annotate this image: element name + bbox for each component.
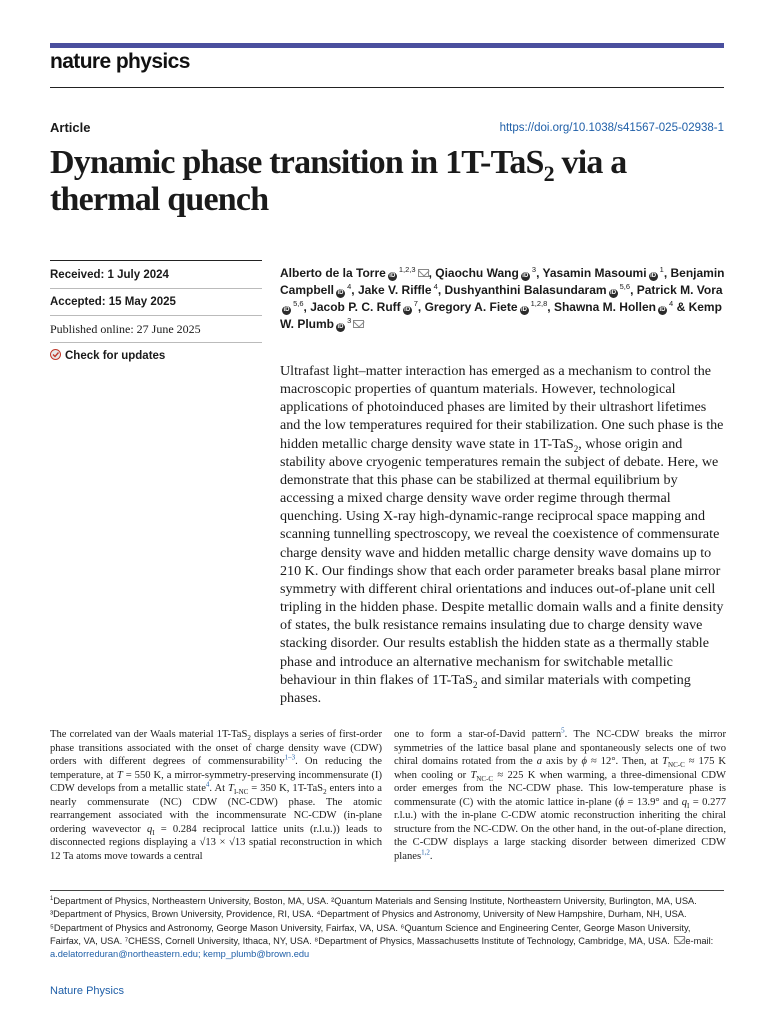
brand-bar bbox=[50, 43, 724, 48]
footer-journal: Nature Physics bbox=[50, 985, 124, 997]
journal-name: nature physics bbox=[50, 50, 190, 73]
orcid-icon[interactable]: iD bbox=[650, 273, 657, 279]
author-affiliation: 3 bbox=[345, 316, 352, 325]
check-updates-link[interactable] bbox=[50, 343, 262, 369]
author-affiliation: 4 bbox=[666, 299, 674, 308]
published-date: Published online: 27 June 2025 bbox=[50, 316, 262, 343]
author[interactable]: Shawna M. Hollen bbox=[553, 300, 656, 314]
orcid-icon[interactable]: iD bbox=[389, 273, 396, 279]
author-affiliation: 5,6 bbox=[617, 282, 631, 291]
author[interactable]: Jacob P. C. Ruff bbox=[310, 300, 401, 314]
orcid-icon[interactable]: iD bbox=[337, 324, 344, 330]
body-column-left: The correlated van der Waals material 1T-TaS$_2$ displays a series of first-order phase transitions associated with the onset of charge density wave (CDW) orders with different degrees of commensurability$^{1-3}$. On reducing the temperature, at T = 550 K, a mirror-symmetry-preserving incommensurate (I) CDW develops from a metallic state$^4$. At $T_{I-NC} = 350$ K, 1T-TaS$_2$ enters into a nearly commensurate (NC) CDW (NC-CDW) phase. The atomic rearrangement associated with the incommensurate NC-CDW (in-plane ordering wavevector $q_I = 0.284$ reciprocal lattice units (r.l.u.)) leads to disconnected regions displaying a √13 × √13 spatial reconstruction in which 12 Ta atoms move towards a central bbox=[50, 729, 382, 862]
orcid-icon[interactable]: iD bbox=[404, 307, 411, 313]
author[interactable]: Patrick M. Vora bbox=[636, 283, 723, 297]
author[interactable]: Kemp W. Plumb bbox=[280, 300, 722, 331]
author[interactable]: Alberto de la Torre bbox=[280, 266, 386, 280]
orcid-icon[interactable]: iD bbox=[610, 290, 617, 296]
citation-link[interactable]: 4 bbox=[205, 780, 210, 789]
author[interactable]: Yasamin Masoumi bbox=[542, 266, 647, 280]
article-type: Article bbox=[50, 120, 91, 135]
author-affiliation: 4 bbox=[345, 282, 352, 291]
body-column-right: one to form a star-of-David pattern$^5$. The NC-CDW breaks the mirror symmetries of the lattice basal plane and spontaneously selects one of two chiral domains rotated from the a axis by ϕ ≈ 12°. Then, at $T_{NC-C} \approx 175$ K when cooling or $T_{NC-C} \approx 225$ K when warming, a three-dimensional CDW order emerges from the NC-CDW phase. This low-temperature phase is commensurate (C) with the atomic lattice in-plane (ϕ = 13.9° and $q_I = 0.277$ r.l.u.) with the in-plane C-CDW atomic reconstruction inheriting the chiral structure from the NC-CDW. On the other hand, in the out-of-plane direction, the C-CDW displays a large stacking disorder between dimerized CDW planes$^{1,2}$. bbox=[394, 726, 727, 862]
author[interactable]: Jake V. Riffle bbox=[357, 283, 432, 297]
citation-link[interactable]: 1–3 bbox=[284, 753, 296, 762]
orcid-icon[interactable]: iD bbox=[659, 307, 666, 313]
doi-link[interactable]: https://doi.org/10.1038/s41567-025-02938-1 bbox=[499, 122, 724, 134]
author-affiliation: 3 bbox=[529, 265, 537, 274]
orcid-icon[interactable]: iD bbox=[283, 307, 290, 313]
meta-top-divider bbox=[50, 260, 262, 261]
email-icon[interactable] bbox=[353, 320, 364, 328]
affiliations: $^1$Department of Physics, Northeastern University, Boston, MA, USA. ²Quantum Materials and Sensing Institute, Northeastern University, Burlington, MA, USA. ³Department of Physics, Brown University, Providence, RI, USA. ⁴Department of Physics and Astronomy, University of New Hampshire, Durham, NH, USA. ⁵Department of Physics and Astronomy, George Mason University, Fairfax, VA, USA. ⁶Quantum Science and Engineering Center, George Mason University, Fairfax, VA, USA. ⁷CHESS, Cornell University, Ithaca, NY, USA. ⁸Department of Physics, Massachusetts Institute of Technology, Cambridge, MA, USA. e-mail: a.delatorreduran@northeastern.edu; kemp_plumb@brown.edu bbox=[50, 895, 714, 960]
email-links[interactable]: a.delatorreduran@northeastern.edu; kemp_plumb@brown.edu bbox=[50, 949, 310, 960]
email-icon bbox=[674, 936, 685, 944]
check-for-updates-icon bbox=[50, 349, 61, 360]
author-list: Alberto de la Torre iD $^{1,2,3}$ , Qiaochu Wang iD $^3$, Yasamin Masoumi iD $^1$, Benjamin Campbell iD $^4$, Jake V. Riffle $^4$, Dushyanthini Balasundaram iD $^{5,6}$, Patrick M. VoraiD $^{5,6}$, Jacob P. C. Ruff iD $^7$, Gregory A. Fiete iD $^{1,2,8}$, Shawna M. Hollen iD $^4$ & Kemp W. Plumb iD $^3$ bbox=[280, 265, 725, 331]
author[interactable]: Dushyanthini Balasundaram bbox=[444, 283, 607, 297]
author-affiliation: 5,6 bbox=[291, 299, 304, 308]
article-history bbox=[50, 262, 262, 369]
abstract: Ultrafast light–matter interaction has emerged as a mechanism to control the macroscopic properties of quantum materials. However, technological applications of photoinduced phases are limited by their ultrashort lifetimes and the low temperatures required for their stabilization. One such phase is the hidden metallic charge density wave state in 1T-TaS$_2$, whose origin and stability above cryogenic temperatures remain the subject of debate. Here, we demonstrate that this phase can be stabilized at thermal equilibrium by accessing a mixed charge density wave order regime through thermal quenching. Using X-ray high-dynamic-range reciprocal space mapping and scanning tunnelling spectroscopy, we reveal the coexistence of commensurate charge density wave and hidden metallic charge density wave domains up to 210 K. Our findings show that each order parameter breaks basal plane mirror symmetry with different chiral orientations and induces out-of-plane unit cell tripling in the hidden phase. Despite metallic domain walls and a finite density of states, the bulk resistance remains insulating due to charge density wave stacking disorder. Our results establish the hidden state as a thermally stable phase and introduce an alternative mechanism for switchable metallic behaviour in thin flakes of 1T-TaS$_2$ and similar materials with competing phases. bbox=[280, 363, 724, 706]
email-icon[interactable] bbox=[418, 269, 429, 277]
author[interactable]: Benjamin Campbell bbox=[280, 266, 725, 297]
author-affiliation: 4 bbox=[431, 282, 438, 291]
author[interactable]: Qiaochu Wang bbox=[435, 266, 519, 280]
author-affiliation: 1,2,8 bbox=[528, 299, 548, 308]
accepted-date: Accepted: 15 May 2025 bbox=[50, 289, 262, 316]
orcid-icon[interactable]: iD bbox=[522, 273, 529, 279]
orcid-icon[interactable]: iD bbox=[521, 307, 528, 313]
author-affiliation: 7 bbox=[411, 299, 418, 308]
header-divider bbox=[50, 87, 724, 88]
author[interactable]: Gregory A. Fiete bbox=[424, 300, 518, 314]
citation-link[interactable]: 1,2 bbox=[421, 847, 430, 856]
orcid-icon[interactable]: iD bbox=[337, 290, 344, 296]
article-title: Dynamic phase transition in 1T-TaS$_2$ via a thermal quench bbox=[50, 144, 627, 218]
affiliation-divider bbox=[50, 890, 724, 891]
received-date: Received: 1 July 2024 bbox=[50, 262, 262, 289]
citation-link[interactable]: 5 bbox=[561, 726, 565, 735]
author-affiliation: 1,2,3 bbox=[396, 265, 416, 274]
check-updates-label: Check for updates bbox=[65, 350, 166, 362]
author-affiliation: 1 bbox=[657, 265, 664, 274]
